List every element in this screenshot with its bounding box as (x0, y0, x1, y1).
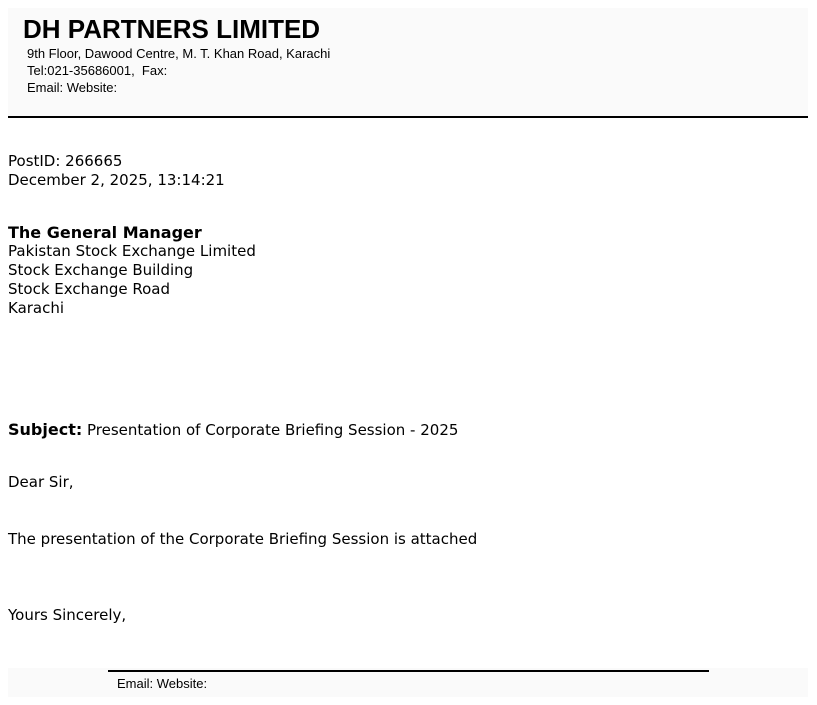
recipient-title: The General Manager (8, 223, 202, 242)
subject-text: Presentation of Corporate Briefing Session - 2025 (82, 421, 459, 439)
header-divider (8, 116, 808, 118)
post-date: December 2, 2025, 13:14:21 (8, 171, 225, 189)
footer (8, 668, 808, 697)
closing: Yours Sincerely, (8, 606, 127, 624)
letterhead (8, 8, 808, 116)
recipient-address-line-2: Stock Exchange Road (8, 280, 170, 298)
subject-line (8, 420, 458, 440)
salutation: Dear Sir, (8, 473, 74, 491)
footer-divider (108, 670, 709, 672)
letter-body: The presentation of the Corporate Briefing Session is attached (8, 530, 478, 548)
recipient-city: Karachi (8, 299, 65, 317)
recipient-address-line-1: Stock Exchange Building (8, 261, 194, 279)
post-id: PostID: 266665 (8, 152, 123, 170)
company-name: DH PARTNERS LIMITED (23, 14, 321, 44)
footer-email-website: Email: Website: (117, 676, 208, 691)
company-email-website: Email: Website: (27, 80, 118, 95)
company-address: 9th Floor, Dawood Centre, M. T. Khan Road, Karachi (27, 46, 331, 61)
recipient-organization: Pakistan Stock Exchange Limited (8, 242, 256, 260)
company-tel-fax: Tel:021-35686001, Fax: (27, 63, 168, 78)
subject-label: Subject: (8, 420, 83, 439)
